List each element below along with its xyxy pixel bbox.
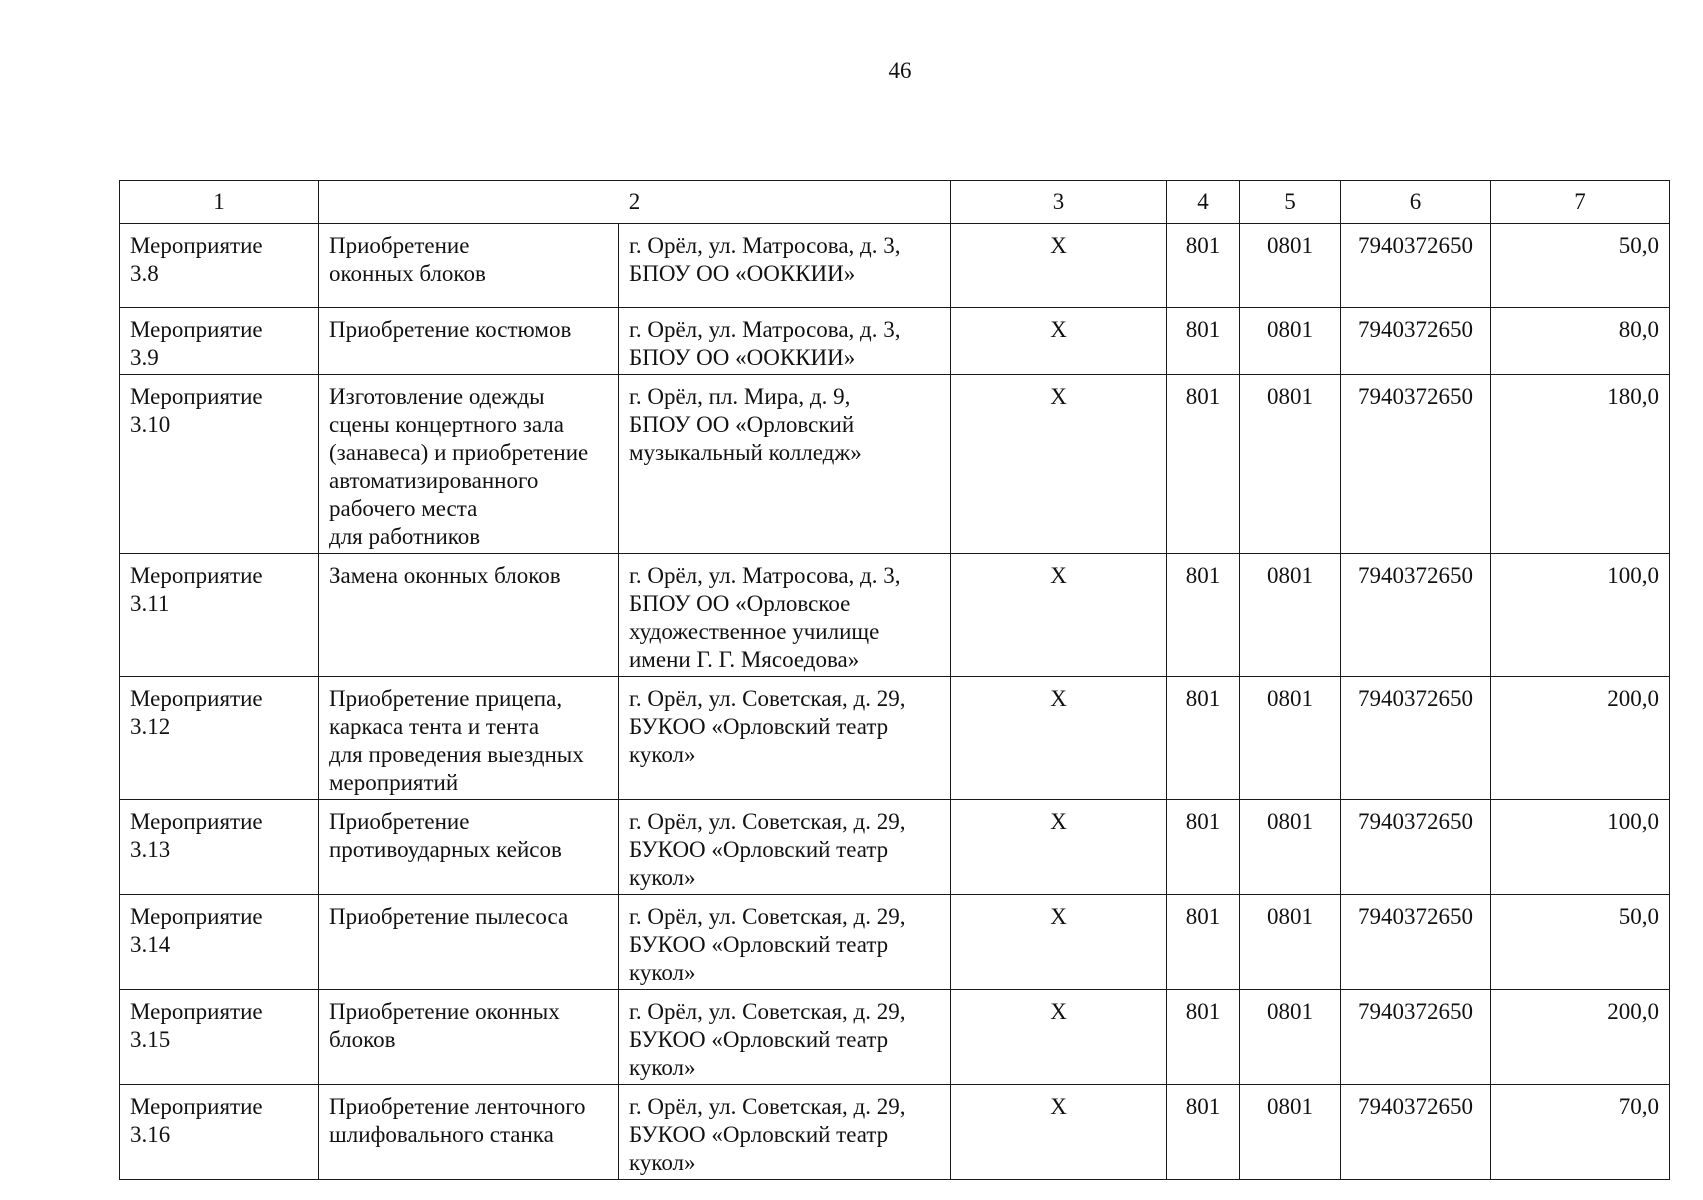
address-cell [619,677,951,800]
header-cell: 6 [1341,181,1491,224]
address-cell-line: художественное училище [629,619,880,644]
col6-cell: 7940372650 [1341,224,1491,308]
col3-cell: Х [951,375,1167,554]
amount-cell: 80,0 [1491,308,1670,375]
address-cell-line: БУКОО «Орловский театр [629,1027,889,1052]
header-cell: 4 [1167,181,1240,224]
address-cell-line: БУКОО «Орловский театр [629,932,889,957]
measure-name-cell-line: сцены концертного зала [329,412,564,437]
measure-name-cell-line: Приобретение [329,809,470,834]
address-cell [619,1085,951,1180]
measure-id-cell [120,990,319,1085]
address-cell [619,375,951,554]
measure-name-cell [319,224,619,308]
measure-name-cell-line: для проведения выездных [329,742,584,767]
col6-cell: 7940372650 [1341,800,1491,895]
measure-name-cell [319,895,619,990]
table-row [120,554,1670,677]
address-cell-line: кукол» [629,742,696,767]
measure-name-cell-line: для работников [329,524,481,549]
amount-cell: 200,0 [1491,990,1670,1085]
measure-name-cell [319,308,619,375]
measure-id-cell-line: 3.15 [130,1027,171,1052]
measure-id-cell-line: Мероприятие [130,904,263,929]
measure-name-cell-line: противоударных кейсов [329,837,562,862]
measure-name-cell-line: Приобретение костюмов [329,317,572,342]
header-cell: 5 [1240,181,1341,224]
col6-cell: 7940372650 [1341,677,1491,800]
measure-name-cell [319,375,619,554]
measure-name-cell-line: шлифовального станка [329,1122,554,1147]
measure-id-cell [120,554,319,677]
measure-name-cell-line: каркаса тента и тента [329,714,540,739]
col4-cell: 801 [1167,1085,1240,1180]
measure-id-cell-line: Мероприятие [130,686,263,711]
address-cell-line: г. Орёл, ул. Советская, д. 29, [629,809,906,834]
address-cell-line: кукол» [629,1150,696,1175]
address-cell-line: БУКОО «Орловский театр [629,714,889,739]
measure-id-cell-line: 3.12 [130,714,171,739]
table-row [120,990,1670,1085]
col5-cell: 0801 [1240,554,1341,677]
address-cell-line: г. Орёл, ул. Советская, д. 29, [629,1094,906,1119]
col4-cell: 801 [1167,990,1240,1085]
col6-cell: 7940372650 [1341,375,1491,554]
address-cell [619,800,951,895]
table-row [120,1085,1670,1180]
col4-cell: 801 [1167,895,1240,990]
col3-cell: Х [951,554,1167,677]
table-row [120,895,1670,990]
table-row [120,677,1670,800]
measure-id-cell-line: 3.8 [130,261,159,286]
amount-cell: 200,0 [1491,677,1670,800]
address-cell-line: г. Орёл, ул. Советская, д. 29, [629,999,906,1024]
measure-name-cell-line: Изготовление одежды [329,384,545,409]
measure-id-cell-line: Мероприятие [130,1094,263,1119]
measure-name-cell [319,554,619,677]
address-cell [619,554,951,677]
measure-name-cell [319,1085,619,1180]
col3-cell: Х [951,224,1167,308]
measure-id-cell-line: 3.13 [130,837,171,862]
address-cell-line: г. Орёл, пл. Мира, д. 9, [629,384,851,409]
address-cell-line: г. Орёл, ул. Матросова, д. 3, [629,563,901,588]
measure-id-cell-line: 3.10 [130,412,171,437]
measure-name-cell-line: Приобретение [329,233,470,258]
col3-cell: Х [951,1085,1167,1180]
header-cell: 3 [951,181,1167,224]
measure-id-cell [120,308,319,375]
col5-cell: 0801 [1240,895,1341,990]
measures-table [119,180,1670,1180]
col6-cell: 7940372650 [1341,1085,1491,1180]
header-cell: 1 [120,181,319,224]
table-row [120,800,1670,895]
address-cell-line: музыкальный колледж» [629,440,862,465]
address-cell-line: БПОУ ОО «ООККИИ» [629,345,856,370]
address-cell-line: кукол» [629,865,696,890]
measure-name-cell-line: Приобретение пылесоса [329,904,569,929]
measure-name-cell-line: автоматизированного [329,468,539,493]
col4-cell: 801 [1167,554,1240,677]
table-row [120,375,1670,554]
col5-cell: 0801 [1240,677,1341,800]
col5-cell: 0801 [1240,800,1341,895]
measure-id-cell [120,224,319,308]
col3-cell: Х [951,990,1167,1085]
col4-cell: 801 [1167,375,1240,554]
table-body [120,224,1670,1180]
amount-cell: 50,0 [1491,895,1670,990]
address-cell-line: г. Орёл, ул. Советская, д. 29, [629,686,906,711]
measure-id-cell-line: 3.9 [130,345,159,370]
amount-cell: 100,0 [1491,554,1670,677]
col5-cell: 0801 [1240,308,1341,375]
col4-cell: 801 [1167,224,1240,308]
address-cell-line: г. Орёл, ул. Матросова, д. 3, [629,317,901,342]
amount-cell: 50,0 [1491,224,1670,308]
measure-id-cell [120,895,319,990]
measure-name-cell-line: Приобретение ленточного [329,1094,586,1119]
measure-id-cell-line: Мероприятие [130,317,263,342]
measure-id-cell-line: 3.16 [130,1122,171,1147]
address-cell-line: г. Орёл, ул. Советская, д. 29, [629,904,906,929]
header-row [120,181,1670,224]
col6-cell: 7940372650 [1341,554,1491,677]
address-cell [619,895,951,990]
measure-id-cell-line: 3.11 [130,591,170,616]
address-cell-line: кукол» [629,960,696,985]
measure-id-cell-line: Мероприятие [130,809,263,834]
address-cell-line: кукол» [629,1055,696,1080]
table-row [120,224,1670,308]
col6-cell: 7940372650 [1341,895,1491,990]
measure-name-cell-line: рабочего места [329,496,478,521]
col4-cell: 801 [1167,677,1240,800]
measure-name-cell-line: Приобретение прицепа, [329,686,563,711]
col3-cell: Х [951,677,1167,800]
measure-name-cell-line: Замена оконных блоков [329,563,561,588]
address-cell-line: БПОУ ОО «ООККИИ» [629,261,856,286]
measure-id-cell [120,677,319,800]
col5-cell: 0801 [1240,990,1341,1085]
address-cell-line: имени Г. Г. Мясоедова» [629,647,860,672]
col3-cell: Х [951,308,1167,375]
address-cell [619,224,951,308]
measure-id-cell-line: Мероприятие [130,233,263,258]
address-cell-line: БПОУ ОО «Орловский [629,412,855,437]
amount-cell: 70,0 [1491,1085,1670,1180]
address-cell-line: БПОУ ОО «Орловское [629,591,851,616]
measure-name-cell [319,800,619,895]
address-cell-line: БУКОО «Орловский театр [629,1122,889,1147]
col4-cell: 801 [1167,308,1240,375]
measure-name-cell-line: Приобретение оконных [329,999,560,1024]
measure-id-cell [120,800,319,895]
measure-id-cell-line: 3.14 [130,932,171,957]
col4-cell: 801 [1167,800,1240,895]
header-cell: 7 [1491,181,1670,224]
measure-name-cell [319,677,619,800]
measure-name-cell-line: блоков [329,1027,396,1052]
address-cell-line: г. Орёл, ул. Матросова, д. 3, [629,233,901,258]
address-cell-line: БУКОО «Орловский театр [629,837,889,862]
measure-name-cell-line: мероприятий [329,770,459,795]
col6-cell: 7940372650 [1341,308,1491,375]
measure-id-cell [120,1085,319,1180]
measure-id-cell-line: Мероприятие [130,563,263,588]
col5-cell: 0801 [1240,1085,1341,1180]
amount-cell: 100,0 [1491,800,1670,895]
col5-cell: 0801 [1240,375,1341,554]
col5-cell: 0801 [1240,224,1341,308]
address-cell [619,990,951,1085]
header-cell: 2 [319,181,951,224]
measure-name-cell [319,990,619,1085]
measure-name-cell-line: (занавеса) и приобретение [329,440,589,465]
col3-cell: Х [951,895,1167,990]
measure-name-cell-line: оконных блоков [329,261,486,286]
measure-id-cell [120,375,319,554]
table-row [120,308,1670,375]
col3-cell: Х [951,800,1167,895]
col6-cell: 7940372650 [1341,990,1491,1085]
measure-id-cell-line: Мероприятие [130,999,263,1024]
address-cell [619,308,951,375]
page-number: 46 [888,58,912,83]
amount-cell: 180,0 [1491,375,1670,554]
measure-id-cell-line: Мероприятие [130,384,263,409]
